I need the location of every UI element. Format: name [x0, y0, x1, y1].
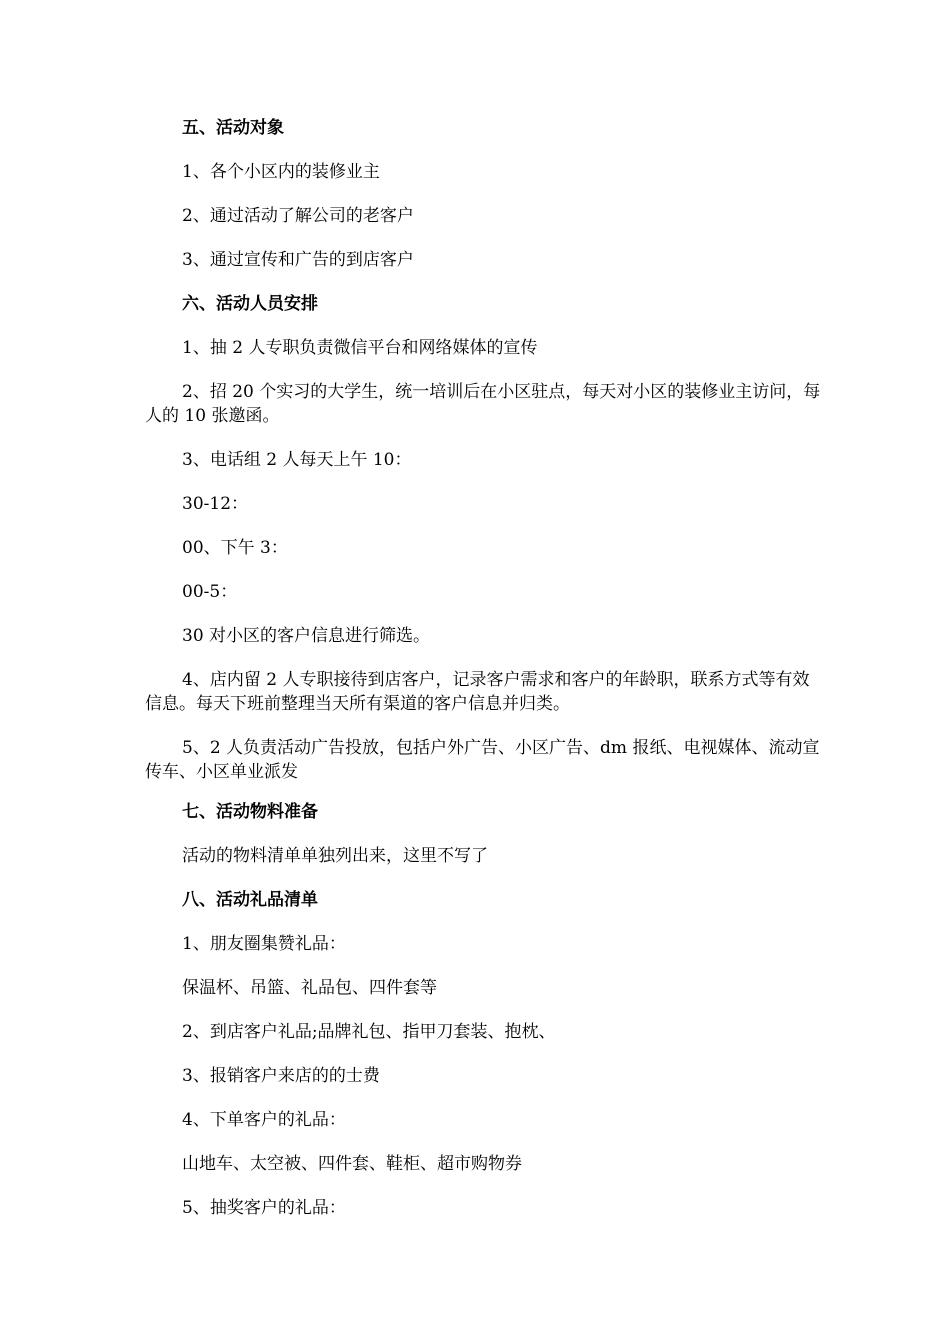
- section-heading-audience: 五、活动对象: [182, 118, 284, 138]
- paragraph: 00、下午 3：: [182, 538, 288, 558]
- paragraph: 1、朋友圈集赞礼品：: [182, 934, 346, 954]
- paragraph: 3、电话组 2 人每天上午 10：: [182, 450, 412, 470]
- paragraph: 1、各个小区内的装修业主: [182, 162, 380, 182]
- paragraph: 4、下单客户的礼品：: [182, 1110, 346, 1130]
- paragraph: 30-12：: [182, 494, 249, 514]
- section-heading-staffing: 六、活动人员安排: [182, 294, 318, 314]
- paragraph: 30 对小区的客户信息进行筛选。: [182, 626, 431, 646]
- paragraph: 2、到店客户礼品;品牌礼包、指甲刀套装、抱枕、: [182, 1022, 556, 1042]
- paragraph: 3、通过宣传和广告的到店客户: [182, 250, 414, 270]
- section-heading-materials: 七、活动物料准备: [182, 802, 318, 822]
- paragraph: 4、店内留 2 人专职接待到店客户，记录客户需求和客户的年龄职，联系方式等有效信息。每天下班前整理当天所有渠道的客户信息并归类。: [145, 670, 810, 714]
- paragraph: 山地车、太空被、四件套、鞋柜、超市购物券: [182, 1154, 522, 1174]
- paragraph: 2、通过活动了解公司的老客户: [182, 206, 414, 226]
- paragraph: 活动的物料清单单独列出来，这里不写了: [182, 846, 488, 866]
- section-heading-gifts: 八、活动礼品清单: [182, 890, 318, 910]
- paragraph: 保温杯、吊篮、礼品包、四件套等: [182, 978, 437, 998]
- paragraph: 5、2 人负责活动广告投放，包括户外广告、小区广告、dm 报纸、电视媒体、流动宣传车、小区单业派发: [145, 738, 820, 782]
- paragraph: 5、抽奖客户的礼品：: [182, 1198, 346, 1218]
- paragraph: 1、抽 2 人专职负责微信平台和网络媒体的宣传: [182, 338, 538, 358]
- paragraph: 00-5：: [182, 582, 238, 602]
- paragraph: 3、报销客户来店的的士费: [182, 1066, 380, 1086]
- paragraph: 2、招 20 个实习的大学生，统一培训后在小区驻点，每天对小区的装修业主访问，每人的 10 张邀函。: [145, 382, 821, 426]
